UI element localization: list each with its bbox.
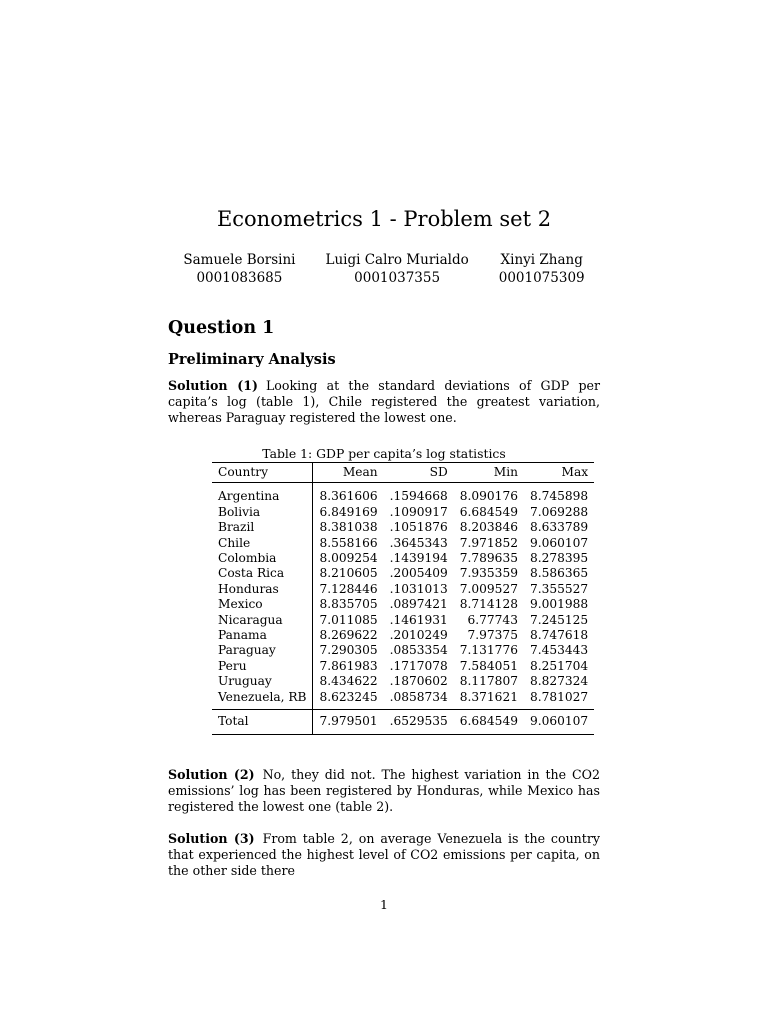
- table-cell: 8.714128: [459, 597, 518, 612]
- table-cell: .6529535: [384, 710, 454, 734]
- table-row: [212, 566, 594, 581]
- table-cell: Bolivia: [212, 505, 313, 520]
- table-cell: 8.278395: [529, 551, 589, 566]
- column-header: Country: [212, 463, 313, 483]
- table-cell: Venezuela, RB: [212, 690, 313, 710]
- gdp-statistics-table: [212, 462, 594, 735]
- table-cell: 8.827324: [529, 674, 589, 689]
- table-cell: 8.269622: [319, 628, 378, 643]
- solution-label: Solution (2): [168, 767, 255, 782]
- author-id: 0001037355: [354, 270, 441, 286]
- table-cell: 7.128446: [319, 581, 378, 596]
- solution-text: Looking at the standard deviations of GDP per capita’s log (table 1), Chile registered the greatest variation, whereas Paraguay registered the lowest one.: [168, 378, 600, 425]
- table-row: [212, 597, 594, 612]
- author-block: [326, 251, 469, 287]
- table-cell: 6.77743: [467, 612, 518, 627]
- table-cell: 9.060107: [529, 535, 589, 550]
- table-cell: .2005409: [389, 566, 448, 581]
- author-id: 0001075309: [498, 270, 585, 286]
- table-cell: Uruguay: [212, 674, 313, 689]
- author-block: [183, 251, 295, 287]
- table-cell: 8.434622: [319, 674, 378, 689]
- table-cell: 8.781027: [529, 689, 589, 704]
- table-cell: 8.210605: [319, 566, 378, 581]
- table-cell: Peru: [212, 659, 313, 674]
- table-cell: .0897421: [389, 597, 448, 612]
- author-block: [499, 251, 585, 287]
- table-cell: Colombia: [212, 551, 313, 566]
- table-cell: 8.745898: [529, 489, 589, 504]
- table-cell: Argentina: [212, 483, 313, 505]
- author-list: [0, 251, 768, 287]
- table-cell: .1870602: [389, 674, 448, 689]
- table-cell: 7.935359: [459, 566, 518, 581]
- table-row: [212, 643, 594, 658]
- table-cell: Paraguay: [212, 643, 313, 658]
- table-header-row: [212, 463, 594, 483]
- table-cell: 7.979501: [313, 710, 384, 734]
- table-cell: 7.453443: [529, 643, 589, 658]
- table-cell: 7.971852: [459, 535, 518, 550]
- table-cell: .1717078: [389, 658, 448, 673]
- table-total-row: [212, 710, 594, 734]
- table-cell: 7.789635: [459, 551, 518, 566]
- table-cell: 7.290305: [319, 643, 378, 658]
- table-cell: 6.684549: [459, 504, 518, 519]
- table-cell: 8.381038: [319, 520, 378, 535]
- author-id: 0001083685: [196, 270, 283, 286]
- table-cell: 7.011085: [319, 612, 378, 627]
- document-title: Econometrics 1 - Problem set 2: [216, 207, 552, 231]
- table-row: [212, 582, 594, 597]
- table-cell: 7.069288: [529, 504, 589, 519]
- table-row: [212, 613, 594, 628]
- table-cell: 6.849169: [319, 504, 378, 519]
- table-cell: Mexico: [212, 597, 313, 612]
- table-row: [212, 551, 594, 566]
- solution-text: From table 2, on average Venezuela is the country that experienced the highest level of CO2 emissions per capita, on the other side there: [168, 831, 600, 878]
- table-cell: .2010249: [389, 628, 448, 643]
- table-cell: .0853354: [389, 643, 448, 658]
- column-header: Max: [524, 463, 594, 483]
- table-cell: Brazil: [212, 520, 313, 535]
- subsection-heading: Preliminary Analysis: [168, 351, 336, 368]
- table-row: [212, 483, 594, 505]
- table-cell: 8.835705: [319, 597, 378, 612]
- table-cell: .1461931: [389, 612, 448, 627]
- table-cell: 7.97375: [467, 628, 518, 643]
- column-header: SD: [384, 463, 454, 483]
- table-cell: Costa Rica: [212, 566, 313, 581]
- table-cell: Nicaragua: [212, 613, 313, 628]
- page-number: 1: [380, 897, 388, 912]
- table-row: [212, 674, 594, 689]
- table-cell: .1031013: [389, 581, 448, 596]
- table-cell: 9.060107: [524, 710, 594, 734]
- table-row: [212, 536, 594, 551]
- table-body: [212, 483, 594, 710]
- table-cell: 8.361606: [319, 489, 378, 504]
- table-cell: 7.245125: [529, 612, 589, 627]
- table-cell: 8.633789: [529, 520, 589, 535]
- table-cell: 8.371621: [459, 689, 518, 704]
- solution-paragraph: [168, 831, 600, 879]
- solution-paragraph: [168, 378, 600, 426]
- section-heading: Question 1: [168, 318, 275, 338]
- solution-paragraph: [168, 767, 600, 815]
- table-row: [212, 520, 594, 535]
- table-row: [212, 628, 594, 643]
- table-cell: 8.203846: [459, 520, 518, 535]
- table-cell: .1439194: [389, 551, 448, 566]
- table-cell: 7.131776: [459, 643, 518, 658]
- table-cell: 8.090176: [459, 489, 518, 504]
- table-cell: .1594668: [389, 489, 448, 504]
- table-cell: .1051876: [389, 520, 448, 535]
- column-header: Min: [454, 463, 524, 483]
- author-name: Xinyi Zhang: [500, 252, 583, 268]
- table-cell: 7.584051: [459, 658, 518, 673]
- solution-label: Solution (1): [168, 378, 258, 393]
- table-cell: 8.747618: [529, 628, 589, 643]
- table-cell: 7.861983: [319, 658, 378, 673]
- table-cell: .1090917: [389, 504, 448, 519]
- table-caption: Table 1: GDP per capita’s log statistics: [262, 446, 506, 461]
- table-cell: 8.586365: [529, 566, 589, 581]
- table-row: [212, 505, 594, 520]
- table-cell: Honduras: [212, 582, 313, 597]
- solution-text: No, they did not. The highest variation in the CO2 emissions’ log has been registered by Honduras, while Mexico has registered the lowest one (table 2).: [168, 767, 600, 814]
- author-name: Samuele Borsini: [183, 252, 296, 268]
- solution-label: Solution (3): [168, 831, 255, 846]
- table-cell: 7.009527: [459, 581, 518, 596]
- table-cell: 6.684549: [454, 710, 524, 734]
- table-cell: 9.001988: [529, 597, 589, 612]
- table-cell: .0858734: [389, 689, 448, 704]
- table-cell: 8.117807: [459, 674, 518, 689]
- table-row: [212, 690, 594, 710]
- table-row: [212, 659, 594, 674]
- table-cell: Chile: [212, 536, 313, 551]
- table-cell: 8.558166: [319, 535, 378, 550]
- table-cell: 8.251704: [529, 658, 589, 673]
- table-cell: 7.355527: [529, 581, 589, 596]
- column-header: Mean: [313, 463, 384, 483]
- table-cell: .3645343: [389, 535, 448, 550]
- table-cell: Panama: [212, 628, 313, 643]
- table-cell: Total: [212, 710, 313, 734]
- table-cell: 8.009254: [319, 551, 378, 566]
- table-cell: 8.623245: [319, 689, 378, 704]
- author-name: Luigi Calro Murialdo: [325, 252, 469, 268]
